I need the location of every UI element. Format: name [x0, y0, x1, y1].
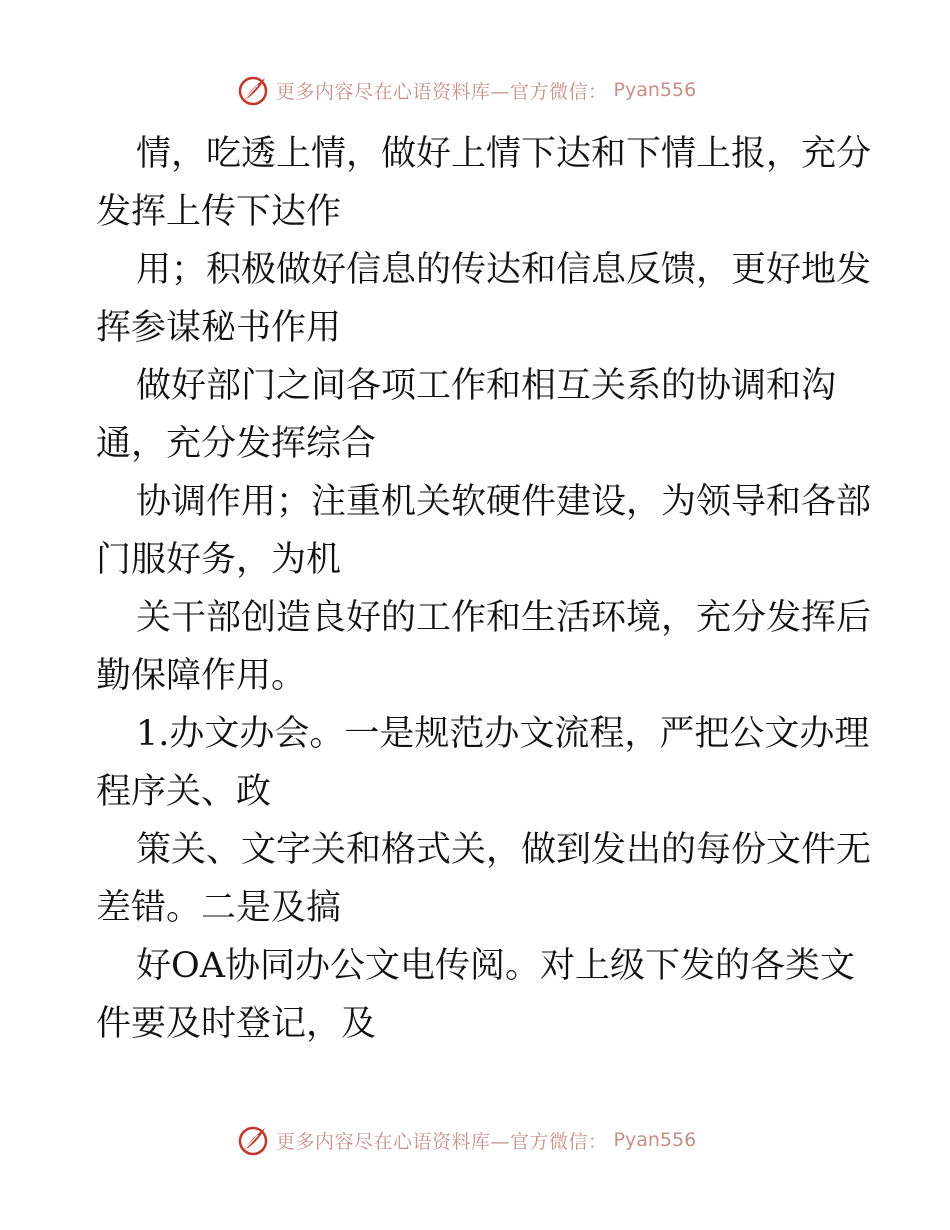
- watermark-text: 更多内容尽在心语资料库—官方微信：: [276, 80, 608, 103]
- body-text: [96, 125, 872, 1053]
- text-line: 情，吃透上情，做好上情下达和下情上报，充分: [136, 134, 872, 174]
- text-line: 做好部门之间各项工作和相互关系的协调和沟: [136, 366, 837, 406]
- text-line: 发挥上传下达作: [96, 192, 342, 232]
- text-line: 好OA协同办公文电传阅。对上级下发的各类文: [136, 946, 855, 986]
- text-line: 程序关、政: [96, 772, 272, 812]
- watermark-wechat-id: Pyan556: [613, 79, 697, 101]
- feather-quill-logo-icon: [236, 73, 270, 107]
- text-line: 件要及时登记，及: [96, 1004, 377, 1044]
- text-line: 通，充分发挥综合: [96, 424, 377, 464]
- text-line: 关干部创造良好的工作和生活环境，充分发挥后: [136, 598, 872, 638]
- header-watermark: [236, 70, 756, 110]
- footer-watermark: [236, 1120, 756, 1160]
- feather-quill-logo-icon: [236, 1123, 270, 1157]
- text-line: 策关、文字关和格式关，做到发出的每份文件无: [136, 830, 872, 870]
- text-line: 门服好务，为机: [96, 540, 342, 580]
- text-line: 差错。二是及搞: [96, 888, 342, 928]
- text-line: 勤保障作用。: [96, 656, 307, 696]
- text-line: 挥参谋秘书作用: [96, 308, 342, 348]
- watermark-wechat-id: Pyan556: [613, 1129, 697, 1151]
- watermark-text: 更多内容尽在心语资料库—官方微信：: [276, 1130, 608, 1153]
- text-line: 用；积极做好信息的传达和信息反馈，更好地发: [136, 250, 872, 290]
- text-line: 协调作用；注重机关软硬件建设，为领导和各部: [136, 482, 872, 522]
- text-line: 1.办文办会。一是规范办文流程，严把公文办理: [136, 714, 870, 754]
